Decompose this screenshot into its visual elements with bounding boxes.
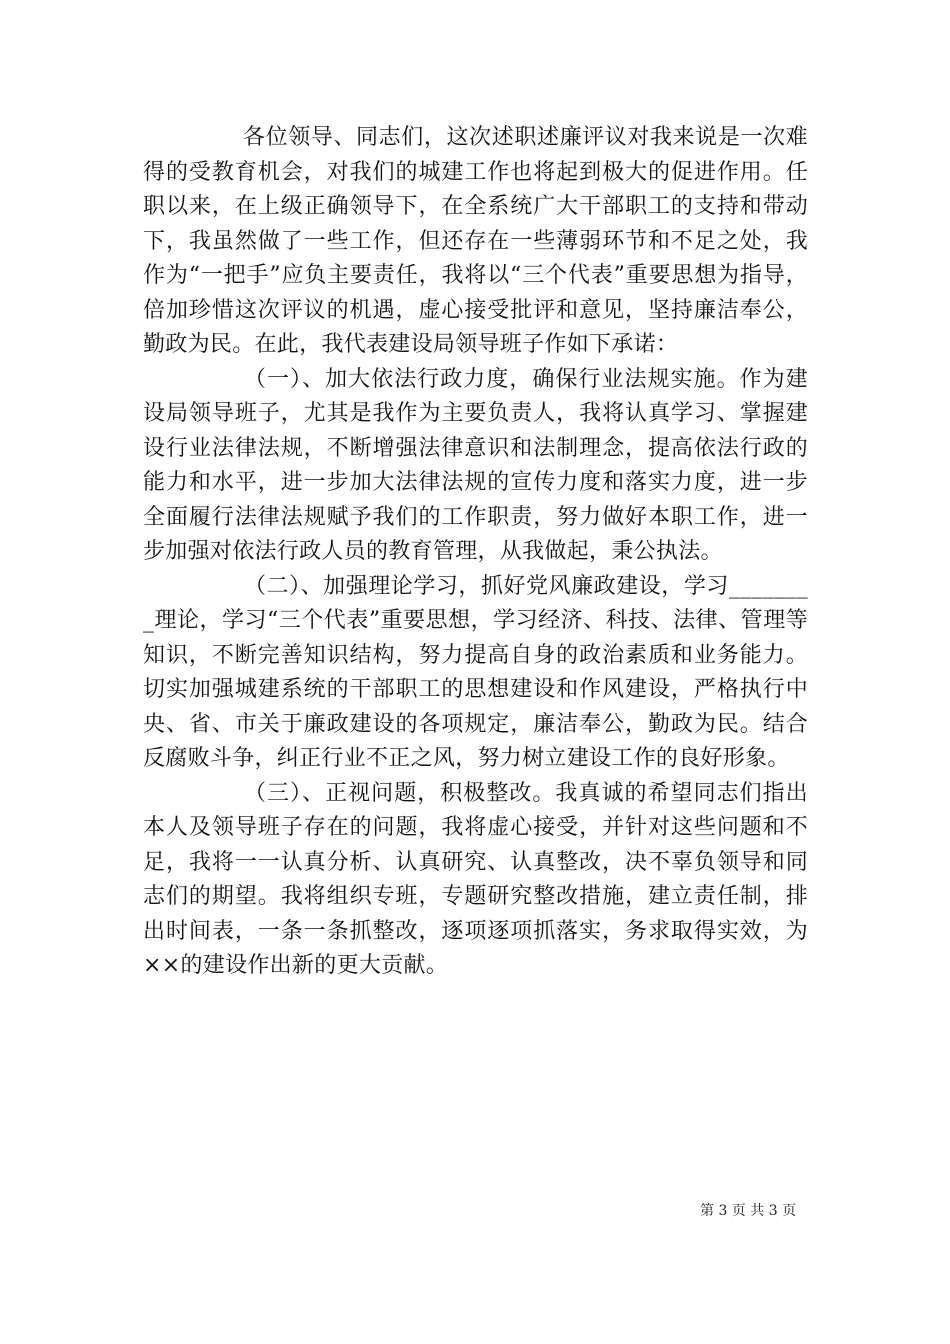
page-number-footer: 第 3 页 共 3 页 [700, 1203, 797, 1219]
paragraph-intro: 各位领导、同志们，这次述职述廉评议对我来说是一次难得的受教育机会，对我们的城建工作也将起到极大的促进作用。任职以来，在上级正确领导下，在全系统广大干部职工的支持和带动下，我虽然做了一些工作，但还存在一些薄弱环节和不足之处，我作为“一把手”应负主要责任，我将以“三个代表”重要思想为指导，倍加珍惜这次评议的机遇，虚心接受批评和意见，坚持廉洁奉公，勤政为民。在此，我代表建设局领导班子作如下承诺： [143, 125, 808, 357]
paragraph-commitment-3: （三）、正视问题，积极整改。我真诚的希望同志们指出本人及领导班子存在的问题，我将虚心接受，并针对这些问题和不足，我将一一认真分析、认真研究、认真整改，决不辜负领导和同志们的期望。我将组织专班，专题研究整改措施，建立责任制，排出时间表，一条一条抓整改，逐项逐项抓落实，务求取得实效，为××的建设作出新的更大贡献。 [143, 780, 808, 978]
document-body [143, 121, 808, 984]
paragraph-commitment-1: （一）、加大依法行政力度，确保行业法规实施。作为建设局领导班子，尤其是我作为主要负责人，我将认真学习、掌握建设行业法律法规，不断增强法律意识和法制理念，提高依法行政的能力和水平，进一步加大法律法规的宣传力度和落实力度，进一步全面履行法律法规赋予我们的工作职责，努力做好本职工作，进一步加强对依法行政人员的教育管理，从我做起，秉公执法。 [143, 366, 808, 564]
paragraph-commitment-2: （二）、加强理论学习，抓好党风廉政建设，学习________理论，学习“三个代表”重要思想，学习经济、科技、法律、管理等知识，不断完善知识结构，努力提高自身的政治素质和业务能力。切实加强城建系统的干部职工的思想建设和作风建设，严格执行中央、省、市关于廉政建设的各项规定，廉洁奉公，勤政为民。结合反腐败斗争，纠正行业不正之风，努力树立建设工作的良好形象。 [143, 573, 808, 771]
